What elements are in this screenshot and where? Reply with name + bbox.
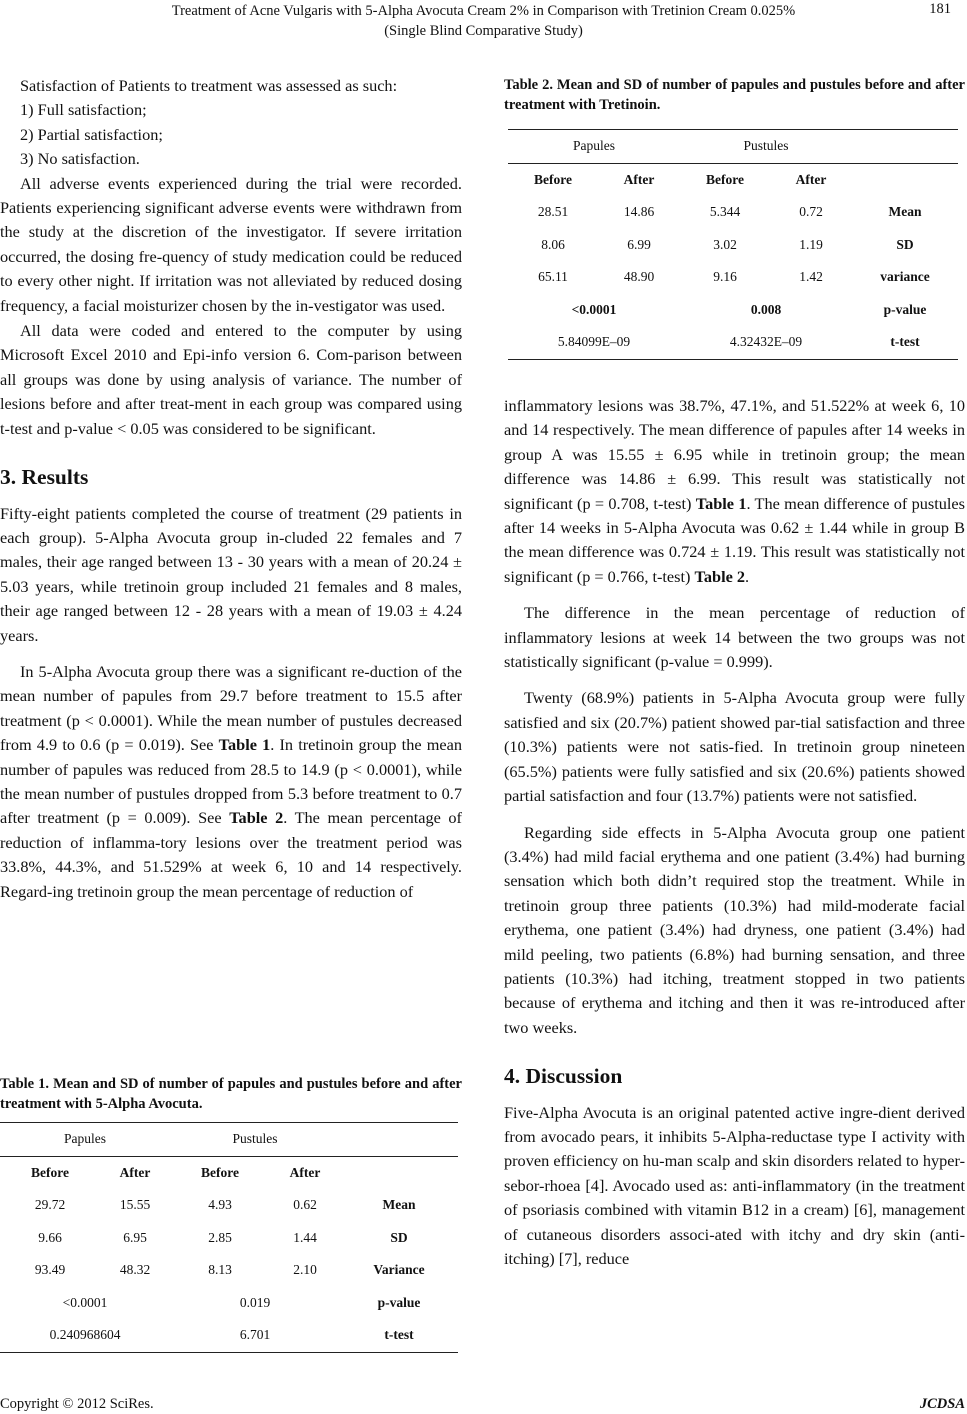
paragraph-data-analysis: All data were coded and entered to the computer by using Microsoft Excel 2010 and Epi-info version 6. Com-parison between all groups was done by using analysis of variance. The number of lesions before and after treat-ment in each group was compared using t-test and p-value < 0.05 was considered to be significant. [0,321,462,438]
journal-footer: JCDSA [919,1396,965,1412]
table-row: 29.72 15.55 4.93 0.62 Mean [0,1189,458,1222]
table1-subheader: Before [201,1164,239,1180]
list-item: 2) Partial satisfaction; [20,124,163,144]
row-label: t-test [340,1319,458,1352]
row-label: SD [896,236,914,252]
paragraph-results: Fifty-eight patients completed the course of treatment (29 patients in each group). 5-Alpha Avocuta group in-cluded 22 females and 7 males, their age ranged between 13 - 30 years with a mean of 20.24 ± 5.03 years, while tretinoin group included 21 females and 8 males, their age ranged between 12 - 28 years with a mean of 19.03 ± 4.24 years. [0,503,462,645]
section-heading-discussion: 4. Discussion [504,1064,623,1089]
row-label: SD [390,1229,408,1245]
row-label: p-value [883,301,927,317]
table-row: 5.84099E–09 4.32432E–09 t-test [508,326,958,359]
table2-reference[interactable]: Table 2 [229,808,284,828]
table2-subheader: Before [534,171,572,187]
table-row: 28.51 14.86 5.344 0.72 Mean [508,196,958,229]
table1-header-papules: Papules [0,1123,170,1157]
table2-subheader: After [795,171,827,187]
page-number: 181 [929,1,951,17]
row-label: Variance [373,1262,425,1278]
table2-header-pustules: Pustules [680,130,852,164]
row-label: Mean [888,204,922,220]
list-item: 3) No satisfaction. [20,149,140,169]
right-column [504,394,965,1271]
table1-reference[interactable]: Table 1 [218,735,271,755]
list-item: 1) Full satisfaction; [20,100,147,120]
table-row: <0.0001 0.008 p-value [508,294,958,327]
paragraph-satisfaction-results: Twenty (68.9%) patients in 5-Alpha Avocuta group were fully satisfied and six (20.7%) patient showed par-tial satisfaction and three (10.3%) patients were not satis-fied. In tretinoin group nineteen (65.5%) patients were fully satisfied and six (20.6%) patients showed partial satisfaction and four (13.7%) patients were not satisfied. [504,688,965,806]
table-row: 93.49 48.32 8.13 2.10 Variance [0,1254,458,1287]
table-row: <0.0001 0.019 p-value [0,1287,458,1320]
table-row: 0.240968604 6.701 t-test [0,1319,458,1352]
running-title: Treatment of Acne Vulgaris with 5-Alpha Avocuta Cream 2% in Comparison with Tretinion Cream 0.025% [171,3,796,19]
table1-caption: Table 1. Mean and SD of number of papules and pustules before and after treatment with 5-Alpha Avocuta. [0,1076,462,1112]
row-label: p-value [377,1294,421,1310]
table-row: 65.11 48.90 9.16 1.42 variance [508,261,958,294]
paragraph-discussion: Five-Alpha Avocuta is an original patented active ingre-dient derived from avocado pears, it inhibits 5-Alpha-reductase type I activity with proven efficiency on hu-man scalp and skin disorders related to hyper-sebor-rhoea [4]. Avocado used as: anti-inflammatory (in the treatment of psoriasis combined with vitamin B12 in a cream) [6], management of cutaneous disorders associ-ated with itchy and dry skin (anti-itching) [7], reduce [504,1102,965,1268]
left-column [0,74,462,904]
section-heading-results: 3. Results [0,465,89,490]
table1-subheader: After [289,1164,321,1180]
table1 [0,1122,458,1353]
table-row: 8.06 6.99 3.02 1.19 SD [508,229,958,262]
table2-header-papules: Papules [508,130,680,164]
paragraph-satisfaction: Satisfaction of Patients to treatment was assessed as such: [20,76,398,95]
row-label: Mean [382,1197,416,1213]
copyright-footer: Copyright © 2012 SciRes. [0,1396,154,1412]
running-subtitle: (Single Blind Comparative Study) [384,23,583,39]
paragraph-side-effects: Regarding side effects in 5-Alpha Avocuta group one patient (3.4%) had mild facial erythema and one patient (3.4%) had burning sensation which both didn’t required stop the treatment. While in tretinoin group three patients (10.3%) had mild-moderate facial erythema, one patient (3.4%) had dryness, one patient (3.4%) had mild peeling, two patients (6.8%) had burning sensation, and three patients (10.3%) had itching, treatment stopped in two patients because of erythema and itching and then it was re-introduced after two weeks. [504,822,965,1037]
table1-header-pustules: Pustules [170,1123,340,1157]
table2-reference[interactable]: Table 2 [694,566,746,586]
row-label: variance [880,269,930,285]
table1-reference[interactable]: Table 1 [695,493,747,513]
table1-subheader: After [119,1164,151,1180]
table2-caption: Table 2. Mean and SD of number of papules and pustules before and after treatment with Tretinoin. [504,77,965,113]
row-label: t-test [852,326,958,359]
paragraph-adverse-events: All adverse events experienced during the trial were recorded. Patients experiencing significant adverse events were withdrawn from the study at the discretion of the investigator. If severe irritation occurred, the dosing fre-quency of study medication could be reduced to every other night. If irritation was not alleviated by reduced dosing frequency, a facial moisturizer chosen by the in-vestigator was used. [0,173,462,315]
table2-subheader: After [623,171,655,187]
table1-subheader: Before [31,1164,69,1180]
table-row: 9.66 6.95 2.85 1.44 SD [0,1222,458,1255]
paragraph-avocuta-group: In 5-Alpha Avocuta group there was a significant re-duction of the mean number of papules from 29.7 before treatment to 15.5 after treatment (p < 0.0001). While the mean number of pustules decreased from 4.9 to 0.6 (p = 0.019). See Table 1. In tretinoin group the mean number of papules was reduced from 28.5 to 14.9 (p < 0.0001), while the mean number of pustules dropped from 5.3 before treatment to 0.7 after treatment (p = 0.009). See Table 2. The mean percentage of reduction of inflamma-tory lesions over the treatment period was 33.8%, 44.3%, and 51.529% at week 6, 10 and 14 respectively. Regard-ing tretinoin group the mean percentage of reduction of [0,661,462,901]
paragraph-difference: The difference in the mean percentage of reduction of inflammatory lesions at week 14 between the two groups was not statistically significant (p-value = 0.999). [504,603,965,672]
paragraph-inflammatory: inflammatory lesions was 38.7%, 47.1%, and 51.522% at week 6, 10 and 14 respectively. The mean difference of papules after 14 weeks in group A was 15.55 ± 6.95 while in tretinoin group; the mean difference was 14.86 ± 6.99. This result was statistically not significant (p = 0.708, t-test) Table 1. The mean difference of pustules after 14 weeks in 5-Alpha Avocuta was 0.62 ± 1.44 while in group B the mean difference was 0.724 ± 1.19. This result was statistically not significant (p = 0.766, t-test) Table 2. [504,396,965,586]
table2-subheader: Before [706,171,744,187]
table2 [508,129,958,360]
